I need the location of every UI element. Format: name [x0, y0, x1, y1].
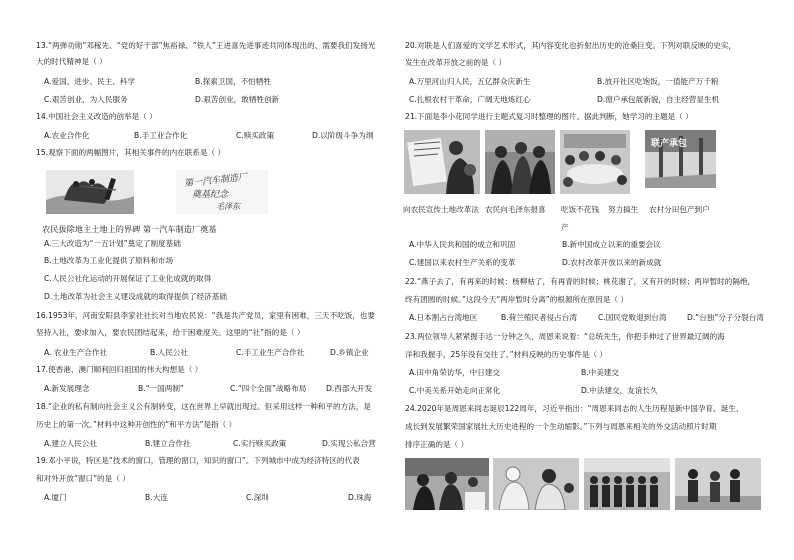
q18-stem-line2: 历史上的第一次。”材料中这种开创性的“和平方法”是指（ ） — [36, 420, 237, 429]
q20-option-c: C.扎根农村干革命，广阔天地炼红心 — [409, 95, 531, 104]
q22-option-d: D.“台独”分子分裂台湾 — [687, 313, 764, 322]
q15-photo-boundary-stone — [46, 170, 134, 214]
q18-option-d: D.实现公私合营 — [322, 439, 376, 448]
q15-calligraphy-image — [176, 170, 268, 214]
calligraphy-line1: 第一汽车制造厂 — [183, 172, 248, 190]
q17-stem: 17.使香港、澳门顺利回归祖国的伟大构想是（ ） — [36, 365, 203, 374]
q21-option-c: C.建国以来农村生产关系的变革 — [409, 258, 516, 267]
q18-option-c: C.实行赎买政策 — [233, 439, 287, 448]
q23-option-b: B.中美建交 — [581, 368, 619, 377]
q13-option-a: A.爱国、进步、民主、科学 — [44, 77, 136, 86]
q16-option-a: A. 农业生产合作社 — [44, 348, 108, 357]
q21-option-d: D.农村改革开放以来的新成就 — [562, 258, 662, 267]
q16-option-d: D.乡镇企业 — [330, 348, 369, 357]
calligraphy-signature: 毛泽东 — [216, 202, 240, 211]
q14-stem: 14.中国社会主义改造的创举是（ ） — [36, 112, 157, 121]
q21-caption-2: 农民向毛泽东报喜 — [485, 205, 546, 214]
q13-option-d: D.艰苦创业，敢牺牲创新 — [195, 95, 280, 104]
q17-option-b: B.“一国两制” — [138, 384, 184, 393]
q14-option-b: B.手工业合作化 — [134, 131, 188, 140]
q21-caption-4: 努力搞生 — [608, 205, 639, 214]
q15-option-d: D.土地改革为社会主义建设成就的取得提供了经济基础 — [44, 292, 227, 301]
q14-option-c: C.赎买政策 — [236, 131, 275, 140]
q21-stem: 21.下面是李小花同学进行主题式复习时整理的图片。据此判断，她学习的主题是（ ） — [405, 112, 693, 121]
q24-photo-2 — [493, 458, 579, 510]
q15-caption: 农民拔除地主土地上的界碑 第一汽车制造厂奠基 — [42, 224, 217, 234]
q16-stem-line2: 坚持入社，要求加入，要农民团结起来，给干困难度关。这里的“社”指的是（ ） — [36, 328, 305, 337]
q14-option-d: D.以阶级斗争为纲 — [312, 131, 374, 140]
q19-stem-line2: 和对外开放“窗口”的是（ ） — [36, 474, 130, 483]
q24-stem-line2: 成长到发展繁荣国家展壮大历史进程的一个生动缩影。”下列与周恩来相关的外交活动照片时期 — [405, 422, 717, 431]
q15-option-c: C.人民公社化运动的开展保证了工业化成就的取得 — [44, 274, 212, 283]
q24-photo-4 — [675, 458, 761, 510]
q24-stem-line1: 24.2020年是周恩来同志诞辰122周年，习近平指出：“周恩来同志的人生历程是新中国孕育、诞生、 — [405, 404, 744, 413]
calligraphy-line2: 奠基纪念 — [192, 190, 229, 200]
q24-photo-1 — [405, 458, 489, 510]
q15-option-b: B.土地改革为工业化提供了原料和市场 — [44, 256, 174, 265]
q22-option-a: A.日本割占台湾地区 — [409, 313, 478, 322]
q23-option-a: A.田中角荣访华，中日建交 — [409, 368, 501, 377]
q20-option-a: A.万里河山归人民，五亿群众庆新生 — [409, 77, 531, 86]
q22-option-b: B.荷兰殖民者侵占台湾 — [501, 313, 577, 322]
q18-option-a: A.建立人民公社 — [44, 439, 98, 448]
q23-stem-line2: 洋和我握手，25年没有交往了。”材料反映的历史事件是（ ） — [405, 350, 608, 359]
q16-stem-line1: 16.1953年，河南安阳县李家社社长对当地农民说：“我是共产党员，家里有困难，三天不吃饭，也要 — [36, 311, 376, 320]
q16-option-b: B.人民公社 — [150, 348, 188, 357]
q19-stem-line1: 19.邓小平说，特区是“技术的窗口，管理的窗口，知识的窗口”。下列城市中成为经济特区的代表 — [36, 456, 360, 465]
q24-stem-line3: 排序正确的是（ ） — [405, 440, 469, 449]
q16-option-c: C.手工业生产合作社 — [236, 348, 305, 357]
q17-option-a: A.新发展理念 — [44, 384, 90, 393]
q22-stem-line2: 终有团圆的时候。”这段今天“两岸暂时分离”的根源所在原因是（ ） — [405, 295, 629, 304]
q20-option-b: B.放开社区吃饱饭，一值能产万千粮 — [597, 77, 719, 86]
q18-stem-line1: 18.“企业的私有制向社会主义公有制转变，这在世界上早就出现过。但采用这样一种和平的方法，是 — [36, 402, 371, 411]
q14-option-a: A.农业合作化 — [44, 131, 90, 140]
q19-option-c: C.深圳 — [246, 493, 269, 502]
q21-photo-farmers-report — [485, 130, 555, 194]
q13-stem-line2: 大的时代精神是（ ） — [36, 57, 107, 66]
q21-option-b: B.新中国成立以来的重要会议 — [562, 240, 661, 249]
q21-photo-land-reform — [404, 130, 480, 194]
q21-photo-contract-system — [645, 130, 716, 188]
q13-option-b: B.探索卫国，不怕牺牲 — [195, 77, 271, 86]
q20-stem-line1: 20.对联是人们喜爱的文学艺术形式，其内容变化也折射出历史的沧桑巨变。下列对联反映的史实， — [405, 41, 737, 50]
q17-option-c: C.“四个全面”战略布局 — [230, 384, 307, 393]
q23-option-c: C.中美关系开始走向正常化 — [409, 386, 501, 395]
q22-stem-line1: 22.“燕子去了，有再来的时候；杨柳枯了，有再青的时候；桃花谢了，又有开的时候；两岸暂时的隔绝， — [405, 277, 756, 286]
q17-option-d: D.西部大开发 — [326, 384, 373, 393]
q21-option-a: A.中华人民共和国的成立和巩固 — [409, 240, 516, 249]
q13-stem-line1: 13.“两弹功勋”邓稼先、“党的好干部”焦裕禄、“铁人”王进喜先进事迹共同体现出的、需要我们发扬光 — [36, 41, 376, 50]
q21-caption-6: 产 — [561, 223, 569, 232]
q24-photo-3 — [584, 458, 670, 510]
q23-option-d: D.中法建交，友谊长久 — [581, 386, 658, 395]
q21-caption-3: 吃饭不花钱 — [561, 205, 599, 214]
q21-caption-5: 农村分田包产到户 — [649, 205, 710, 214]
q20-stem-line2: 发生在改革开放之前的是（ ） — [405, 58, 507, 67]
q18-option-b: B.建立合作社 — [145, 439, 191, 448]
contract-banner-text: 联产承包 — [651, 139, 688, 149]
q21-caption-1: 向农民宣传土地改革法 — [403, 205, 479, 214]
q13-option-c: C.艰苦创业，为人民服务 — [44, 95, 128, 104]
q15-option-a: A.三大改造为“一五计划”奠定了制度基础 — [44, 239, 181, 248]
q19-option-d: D.珠海 — [348, 493, 372, 502]
q20-option-d: D.窗户承包展新貌，自主经营显生机 — [597, 95, 720, 104]
q19-option-b: B.大连 — [145, 493, 168, 502]
q21-photo-commune-dining — [560, 130, 630, 194]
q19-option-a: A.厦门 — [44, 493, 67, 502]
q22-option-c: C.国民党败退到台湾 — [598, 313, 667, 322]
q15-stem: 15.观察下面的两幅图片，其相关事件的内在联系是（ ） — [36, 148, 226, 157]
q23-stem-line1: 23.两位领导人紧紧握手达一分钟之久，周恩来说着：“总统先生，你把手伸过了世界最辽阔的海 — [405, 332, 725, 341]
